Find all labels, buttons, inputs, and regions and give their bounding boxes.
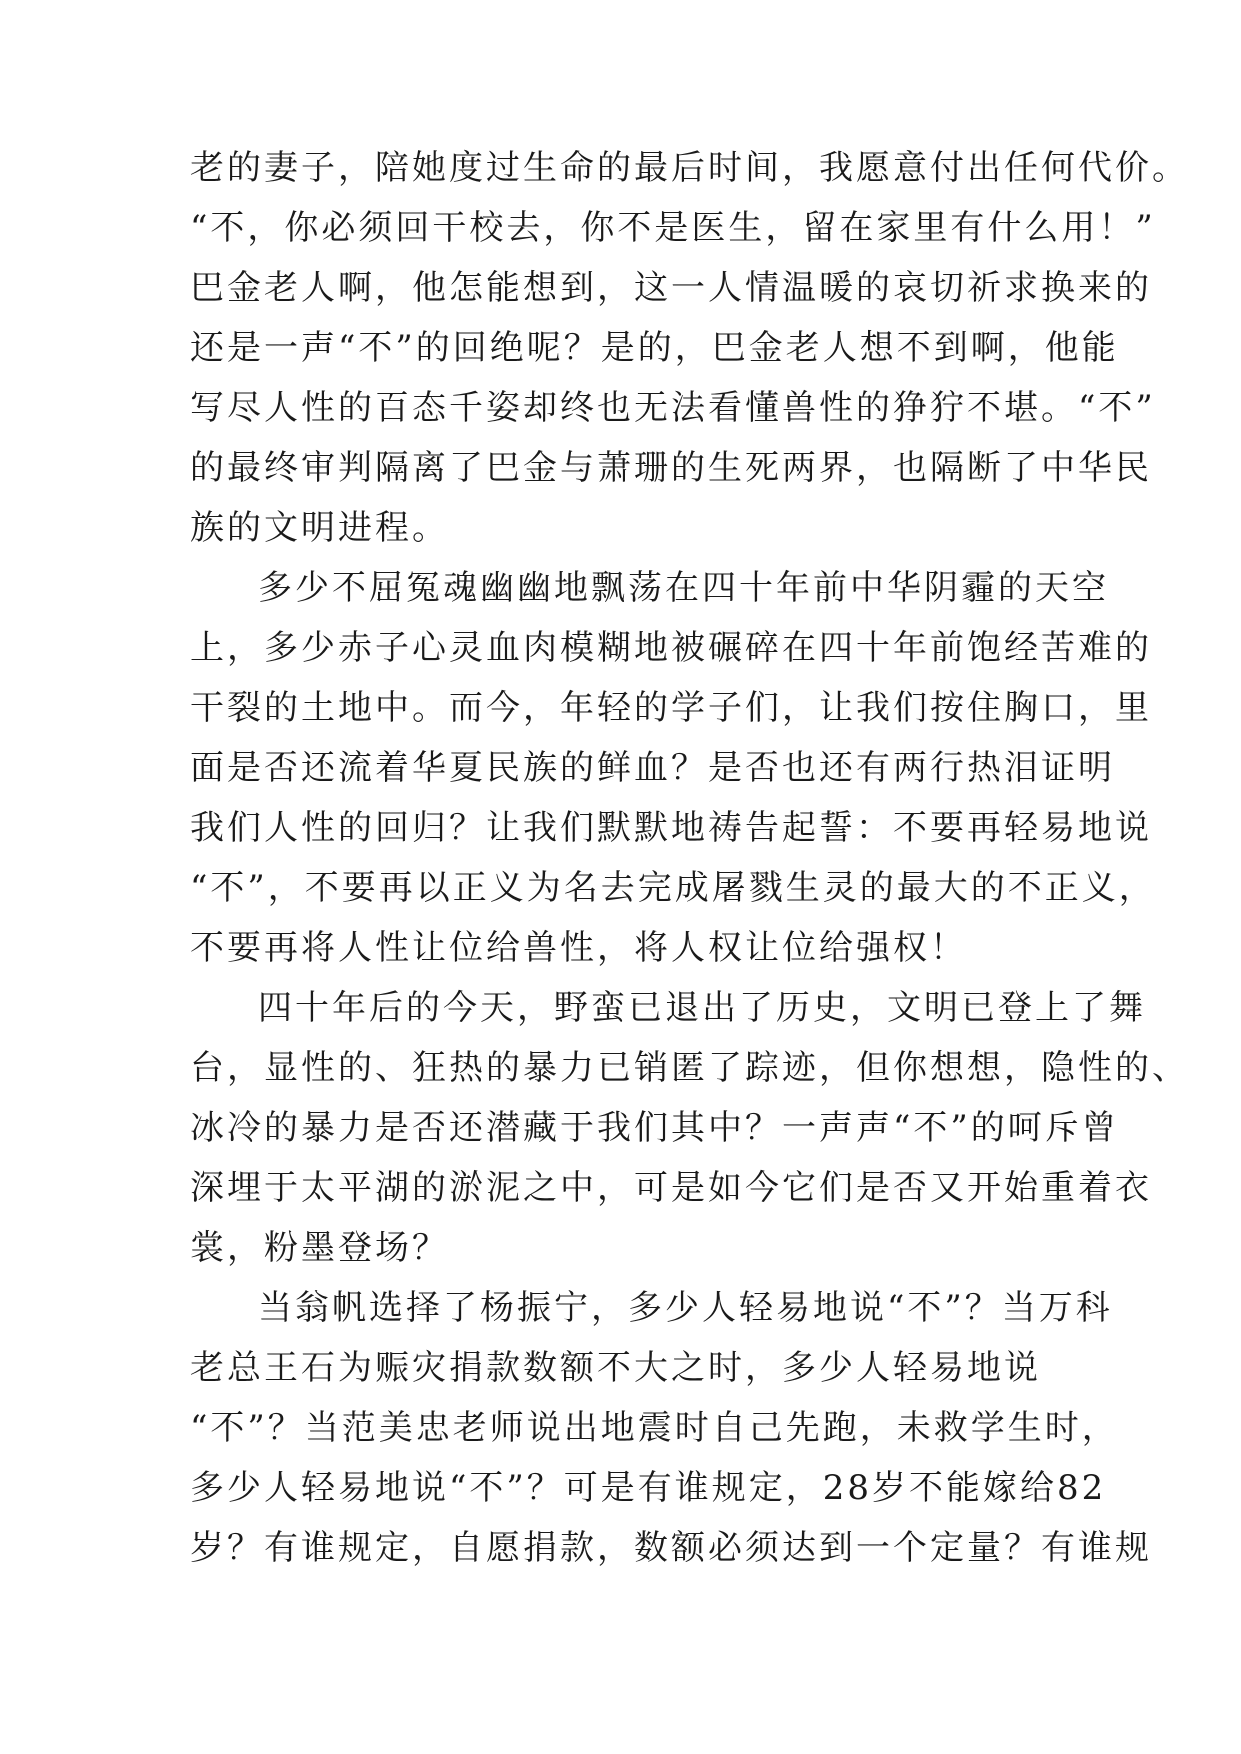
text-line: 岁？有谁规定，自愿捐款，数额必须达到一个定量？有谁规	[190, 1528, 1152, 1568]
text-line: 的最终审判隔离了巴金与萧珊的生死两界，也隔断了中华民	[190, 448, 1152, 488]
text-line: 裳，粉墨登场？	[190, 1228, 449, 1268]
text-line: 写尽人性的百态千姿却终也无法看懂兽性的狰狞不堪。“不”	[190, 388, 1156, 428]
paragraph-first-line: 多少不屈冤魂幽幽地飘荡在四十年前中华阴霾的天空	[258, 568, 1109, 608]
text-line: 还是一声“不”的回绝呢？是的，巴金老人想不到啊，他能	[190, 328, 1119, 368]
text-line: 深埋于太平湖的淤泥之中，可是如今它们是否又开始重着衣	[190, 1168, 1152, 1208]
text-line: 干裂的土地中。而今，年轻的学子们，让我们按住胸口，里	[190, 688, 1152, 728]
text-line: “不，你必须回干校去，你不是医生，留在家里有什么用！”	[190, 208, 1156, 248]
text-line: 不要再将人性让位给兽性，将人权让位给强权！	[190, 928, 967, 968]
text-line: 老总王石为赈灾捐款数额不大之时，多少人轻易地说	[190, 1348, 1041, 1388]
paragraph-first-line: 四十年后的今天，野蛮已退出了历史，文明已登上了舞	[258, 988, 1146, 1028]
paragraph-first-line: 当翁帆选择了杨振宁，多少人轻易地说“不”？当万科	[258, 1288, 1113, 1328]
text-line: 老的妻子，陪她度过生命的最后时间，我愿意付出任何代价。	[190, 148, 1189, 188]
text-line: 面是否还流着华夏民族的鲜血？是否也还有两行热泪证明	[190, 748, 1115, 788]
text-line: 台，显性的、狂热的暴力已销匿了踪迹，但你想想，隐性的、	[190, 1048, 1189, 1088]
text-line: 我们人性的回归？让我们默默地祷告起誓：不要再轻易地说	[190, 808, 1152, 848]
text-line: 多少人轻易地说“不”？可是有谁规定，28岁不能嫁给82	[190, 1468, 1107, 1508]
text-line: 冰冷的暴力是否还潜藏于我们其中？一声声“不”的呵斥曾	[190, 1108, 1119, 1148]
text-line: “不”，不要再以正义为名去完成屠戮生灵的最大的不正义，	[190, 868, 1156, 908]
text-line: 巴金老人啊，他怎能想到，这一人情温暖的哀切祈求换来的	[190, 268, 1152, 308]
text-line: 族的文明进程。	[190, 508, 449, 548]
text-line: 上，多少赤子心灵血肉模糊地被碾碎在四十年前饱经苦难的	[190, 628, 1152, 668]
text-line: “不”？当范美忠老师说出地震时自己先跑，未救学生时，	[190, 1408, 1119, 1448]
